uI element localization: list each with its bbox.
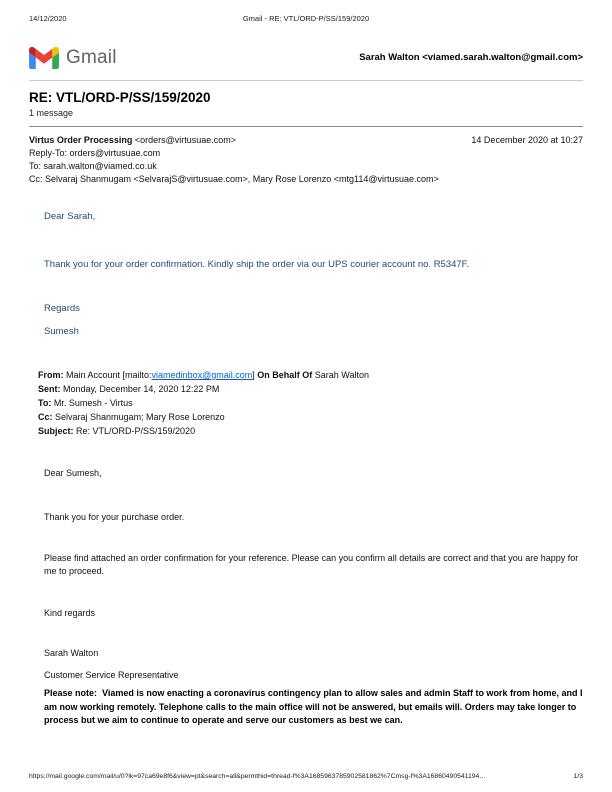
on-behalf-value: Sarah Walton	[312, 370, 369, 380]
to-label: To:	[38, 398, 52, 408]
reply-paragraph: Thank you for your order confirmation. Kindly ship the order via our UPS courier account no. R5347F.	[44, 259, 470, 270]
sender-name: Virtus Order Processing	[29, 135, 133, 145]
reply-to-line: Reply-To: orders@virtusuae.com	[29, 148, 161, 158]
mailto-link[interactable]: viamedinbox@gmail.com	[151, 370, 253, 380]
message-count: 1 message	[29, 108, 74, 118]
print-date: 14/12/2020	[29, 14, 67, 23]
from-text-close: ]	[252, 370, 258, 380]
from-label: From:	[38, 370, 64, 380]
original-greeting: Dear Sumesh,	[44, 468, 102, 478]
reply-sign-off: Regards	[44, 303, 80, 314]
cc-value: Selvaraj Shanmugam; Mary Rose Lorenzo	[52, 412, 225, 422]
subject-label: Subject:	[38, 426, 74, 436]
quoted-to-line	[38, 396, 583, 410]
reply-signature: Sumesh	[44, 326, 79, 337]
on-behalf-label: On Behalf Of	[257, 370, 313, 380]
signature-title: Customer Service Representative	[44, 670, 179, 680]
from-text: Main Account [mailto:	[63, 370, 152, 380]
sender-identity	[29, 134, 236, 147]
sender-line	[29, 134, 583, 147]
thread-divider	[29, 126, 583, 127]
thread-subject: RE: VTL/ORD-P/SS/159/2020	[29, 90, 211, 105]
original-paragraph-2: Please find attached an order confirmation for your reference. Please can you confirm all details are correct and that you are happy for me to proceed.	[44, 553, 579, 576]
print-footer	[29, 773, 583, 780]
header-divider	[29, 80, 583, 81]
original-paragraph-1: Thank you for your purchase order.	[44, 512, 185, 522]
footer-url: https://mail.google.com/mail/u/0?ik=97ca69e8f6&view=pt&search=all&permthid=thread-f%3A1685963785902581862%7Cmsg-f%3A16860490541194…	[29, 773, 487, 780]
subject-value: Re: VTL/ORD-P/SS/159/2020	[73, 426, 196, 436]
sent-value: Monday, December 14, 2020 12:22 PM	[60, 384, 220, 394]
to-value: Mr. Sumesh - Virtus	[51, 398, 133, 408]
quoted-subject-line	[38, 424, 583, 438]
quoted-sent-line	[38, 382, 583, 396]
message-date: 14 December 2020 at 10:27	[471, 135, 583, 145]
sent-label: Sent:	[38, 384, 61, 394]
quoted-cc-line	[38, 410, 583, 424]
to-line: To: sarah.walton@viamed.co.uk	[29, 161, 157, 171]
footer-page-number: 1/3	[573, 773, 583, 780]
quoted-from-line	[38, 368, 583, 382]
gmail-logo-text: Gmail	[66, 46, 117, 68]
gmail-header-row	[29, 46, 583, 69]
gmail-logo	[29, 46, 117, 69]
reply-message-body	[44, 211, 583, 337]
quoted-message-header	[38, 368, 583, 438]
original-sign-off: Kind regards	[44, 608, 96, 618]
account-identity: Sarah Walton <viamed.sarah.walton@gmail.com>	[359, 52, 583, 63]
cc-line: Cc: Selvaraj Shanmugam <SelvarajS@virtusuae.com>, Mary Rose Lorenzo <mtg114@virtusuae.com>	[29, 174, 439, 184]
covid-notice: Please note: Viamed is now enacting a coronavirus contingency plan to allow sales and admin Staff to work from home, and I am now working remotely. Telephone calls to the main office will not be answered, but emails will. Orders may take longer to process but we aim to continue to operate and serve our customers as best we can.	[44, 688, 585, 725]
original-message-body	[44, 467, 583, 728]
sender-email: <orders@virtusuae.com>	[132, 135, 237, 145]
print-title: Gmail - RE: VTL/ORD-P/SS/159/2020	[242, 14, 370, 23]
message-header	[29, 134, 583, 186]
cc-label: Cc:	[38, 412, 53, 422]
gmail-m-icon	[29, 46, 59, 69]
print-header	[29, 14, 583, 24]
reply-greeting: Dear Sarah,	[44, 211, 96, 222]
signature-name: Sarah Walton	[44, 648, 99, 658]
